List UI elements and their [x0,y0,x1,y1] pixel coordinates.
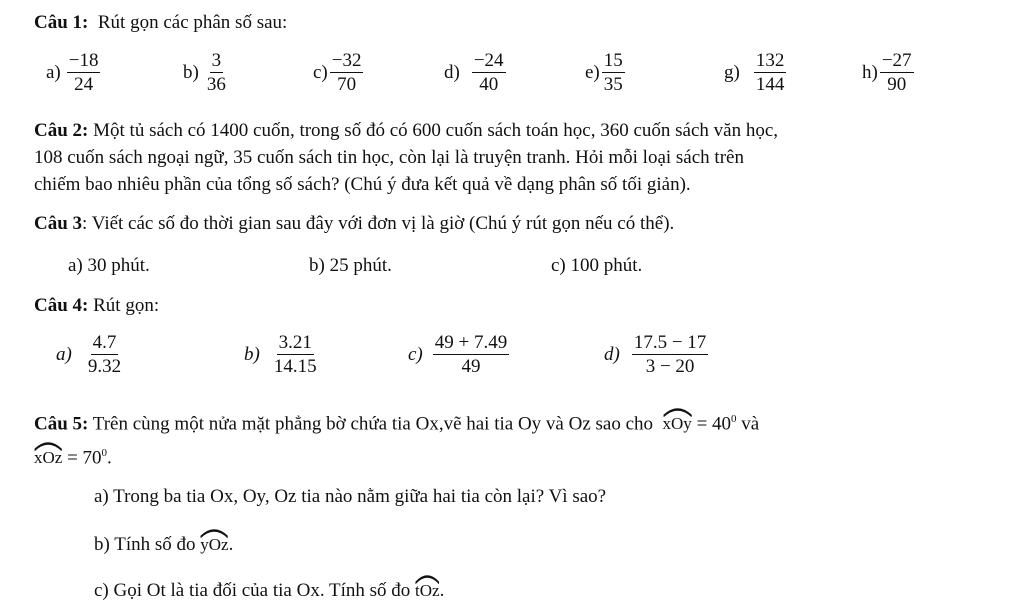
q3-item-a: a) 30 phút. [68,255,150,276]
q1-item-label: d) [444,62,460,83]
angle-xoy-label: xOy [662,414,692,434]
numerator: 15 [603,50,623,71]
q5-c-text: c) Gọi Ot là tia đối của tia Ox. Tính số đo [94,580,411,601]
q5-b-text: b) Tính số đo [94,534,196,555]
q1-text: Rút gọn các phân số sau: [97,12,288,33]
q5-eq1: = 40 [696,413,732,435]
angle-hat-icon [200,528,228,538]
q4-heading [34,294,159,318]
q4-item-label: c) [408,344,423,365]
fraction [472,51,506,95]
angle-xoz [34,443,62,467]
numerator: 49 + 7.49 [434,332,508,353]
q4-item-a [56,333,123,377]
q1-heading [34,11,287,35]
q1-item-label: b) [183,62,199,83]
q4-item-c [408,333,509,377]
fraction [433,333,509,377]
q1-item-b [183,51,228,95]
denominator: 3 − 20 [645,356,695,377]
q1-item-label: e) [585,62,600,83]
q1-item-a [46,51,100,95]
angle-toz-label: tOz [415,581,440,600]
angle-yoz [200,530,228,554]
denominator: 144 [755,74,785,95]
angle-xoz-label: xOz [34,448,63,468]
q1-item-label: g) [724,62,740,83]
fraction [86,333,123,377]
q2-line-1 [34,119,778,143]
q1-item-c [313,51,363,95]
denominator: 90 [887,74,907,95]
numerator: 3 [211,50,222,71]
q5-line-1 [34,407,759,436]
q5-eq2: = 70 [67,447,102,469]
fraction [880,51,914,95]
fraction [67,51,101,95]
q3-item-c: c) 100 phút. [551,255,643,276]
q4-text: Rút gọn: [93,295,160,316]
q4-item-d [604,333,708,377]
q1-item-d [444,51,506,95]
denominator: 49 [461,356,481,377]
denominator: 9.32 [87,356,122,377]
numerator: 132 [755,50,785,71]
q5-item-a: a) Trong ba tia Ox, Oy, Oz tia nào nằm giữa hai tia còn lại? Vì sao? [94,486,607,507]
angle-toz [415,576,440,600]
q5-end: . [107,447,112,469]
numerator: −27 [881,50,912,71]
denominator: 70 [337,74,357,95]
q2-title: Câu 2: [34,120,89,141]
denominator: 36 [206,74,226,95]
q4-item-label: a) [56,344,72,365]
angle-xoy [663,409,692,433]
angle-hat-icon [34,441,62,451]
q1-item-label: c) [313,62,328,83]
angle-yoz-label: yOz [200,535,229,554]
denominator: 14.15 [273,356,317,377]
q5-b-end: . [228,534,234,555]
q5-degree-1: 0 [731,413,737,425]
fraction [754,51,787,95]
numerator: 17.5 − 17 [633,332,707,353]
numerator: −32 [331,50,362,71]
fraction [272,333,319,377]
q5-item-b [94,530,233,557]
q3-text: : Viết các số đo thời gian sau đây với đơn vị là giờ (Chú ý rút gọn nếu có thể). [82,213,675,234]
q5-and: và [741,413,760,435]
q5-title: Câu 5: [34,413,89,435]
q1-item-h [862,51,914,95]
q4-item-label: b) [244,344,260,365]
denominator: 24 [74,74,94,95]
numerator: −24 [473,50,504,71]
q2-text-1: Một tủ sách có 1400 cuốn, trong số đó có 600 cuốn sách toán học, 360 cuốn sách văn học, [93,120,779,141]
q2-line-2: 108 cuốn sách ngoại ngữ, 35 cuốn sách tin học, còn lại là truyện tranh. Hỏi mỗi loại sách trên [34,147,744,168]
fraction [330,51,364,95]
fraction [602,51,625,95]
q4-item-b [244,333,319,377]
denominator: 40 [479,74,499,95]
numerator: 4.7 [92,332,117,353]
q3-heading [34,212,674,236]
q3-item-b: b) 25 phút. [309,255,392,276]
q5-text: Trên cùng một nửa mặt phẳng bờ chứa tia Ox,vẽ hai tia Oy và Oz sao cho [92,413,654,435]
q1-item-e [585,51,625,95]
denominator: 35 [603,74,623,95]
q5-line-2 [34,441,112,470]
q1-item-g [724,51,786,95]
fraction [632,333,708,377]
angle-hat-icon [663,407,692,417]
q1-title: Câu 1: [34,12,89,33]
numerator: 3.21 [278,332,312,353]
angle-hat-icon [415,574,440,584]
q1-item-label: a) [46,62,61,83]
q1-item-label: h) [862,62,878,83]
q5-item-c [94,576,444,603]
q5-c-end: . [439,580,445,601]
q2-line-3: chiếm bao nhiêu phần của tổng số sách? (Chú ý đưa kết quả về dạng phân số tối giản). [34,174,691,195]
q4-item-label: d) [604,344,620,365]
q5-degree-2: 0 [101,447,108,459]
q3-title: Câu 3 [34,213,83,234]
numerator: −18 [68,50,99,71]
q4-title: Câu 4: [34,295,89,316]
fraction [205,51,228,95]
